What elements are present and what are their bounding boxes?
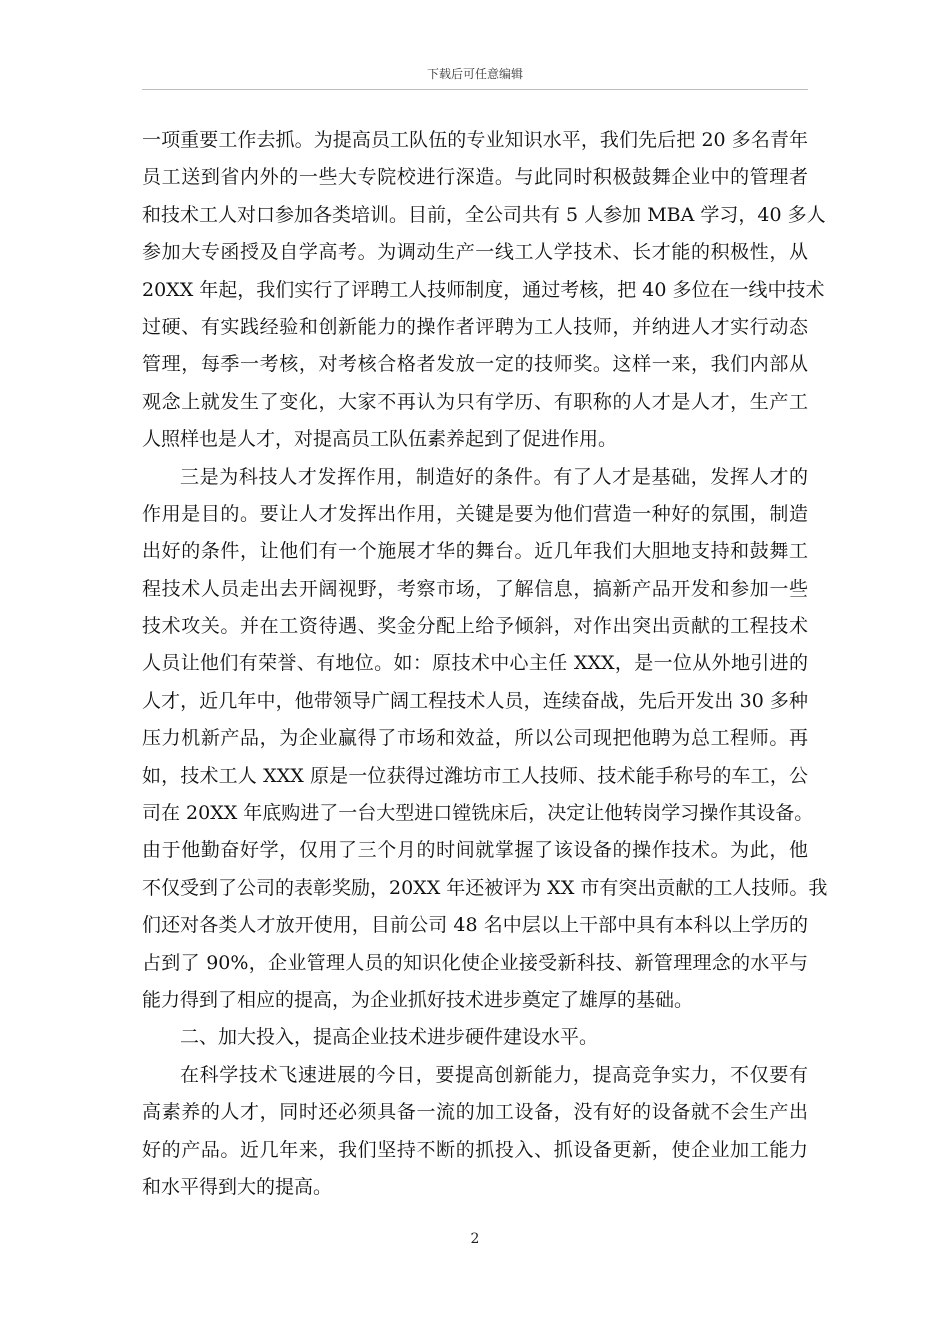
document-body [142, 122, 828, 1206]
body-line: 司在 20XX 年底购进了一台大型进口镗铣床后，决定让他转岗学习操作其设备。 [142, 802, 814, 825]
body-line: 人照样也是人才，对提高员工队伍素养起到了促进作用。 [142, 428, 618, 451]
body-line: 程技术人员走出去开阔视野，考察市场，了解信息，搞新产品开发和参加一些 [142, 577, 808, 600]
body-line: 占到了 90%，企业管理人员的知识化使企业接受新科技、新管理理念的水平与 [142, 951, 808, 974]
body-line: 人才，近几年中，他带领导广阔工程技术人员，连续奋战，先后开发出 30 多种 [142, 689, 808, 712]
body-line: 观念上就发生了变化，大家不再认为只有学历、有职称的人才是人才，生产工 [142, 390, 808, 413]
paragraph-start-line: 三是为科技人才发挥作用，制造好的条件。有了人才是基础，发挥人才的 [180, 465, 808, 488]
body-line: 们还对各类人才放开使用，目前公司 48 名中层以上干部中具有本科以上学历的 [142, 914, 808, 937]
body-line: 一项重要工作去抓。为提高员工队伍的专业知识水平，我们先后把 20 多名青年 [142, 129, 808, 151]
body-line: 员工送到省内外的一些大专院校进行深造。与此同时积极鼓舞企业中的管理者 [142, 166, 808, 189]
page-header: 下载后可任意编辑 [426, 67, 523, 81]
page-number: 2 [470, 1231, 480, 1247]
body-line: 高素养的人才，同时还必须具备一流的加工设备，没有好的设备就不会生产出 [142, 1101, 808, 1124]
body-line: 过硬、有实践经验和创新能力的操作者评聘为工人技师，并纳进人才实行动态 [142, 315, 808, 338]
body-line: 作用是目的。要让人才发挥出作用，关键是要为他们营造一种好的氛围，制造 [142, 502, 808, 525]
body-line: 技术攻关。并在工资待遇、奖金分配上给予倾斜，对作出突出贡献的工程技术 [142, 615, 808, 638]
body-line: 出好的条件，让他们有一个施展才华的舞台。近几年我们大胆地支持和鼓舞工 [142, 540, 808, 563]
body-line: 不仅受到了公司的表彰奖励，20XX 年还被评为 XX 市有突出贡献的工人技师。我 [142, 876, 828, 899]
body-line: 管理，每季一考核，对考核合格者发放一定的技师奖。这样一来，我们内部从 [142, 353, 808, 376]
body-line: 如，技术工人 XXX 原是一位获得过潍坊市工人技师、技术能手称号的车工，公 [142, 764, 808, 787]
body-line: 参加大专函授及自学高考。为调动生产一线工人学技术、长才能的积极性，从 [142, 241, 808, 264]
section-heading: 二、加大投入，提高企业技术进步硬件建设水平。 [180, 1026, 599, 1049]
body-line: 20XX 年起，我们实行了评聘工人技师制度，通过考核，把 40 多位在一线中技术 [142, 278, 825, 301]
body-line: 压力机新产品，为企业赢得了市场和效益，所以公司现把他聘为总工程师。再 [142, 727, 808, 750]
body-line: 好的产品。近几年来，我们坚持不断的抓投入、抓设备更新，使企业加工能力 [142, 1138, 808, 1161]
body-line: 人员让他们有荣誉、有地位。如：原技术中心主任 XXX，是一位从外地引进的 [142, 652, 808, 675]
body-line: 由于他勤奋好学，仅用了三个月的时间就掌握了该设备的操作技术。为此，他 [142, 839, 808, 862]
body-line: 和技术工人对口参加各类培训。目前，全公司共有 5 人参加 MBA 学习，40 多人 [142, 203, 826, 226]
header-divider [142, 89, 808, 90]
body-line: 能力得到了相应的提高，为企业抓好技术进步奠定了雄厚的基础。 [142, 988, 694, 1011]
paragraph-start-line: 在科学技术飞速进展的今日，要提高创新能力，提高竞争实力，不仅要有 [180, 1063, 808, 1086]
body-line: 和水平得到大的提高。 [142, 1175, 333, 1198]
